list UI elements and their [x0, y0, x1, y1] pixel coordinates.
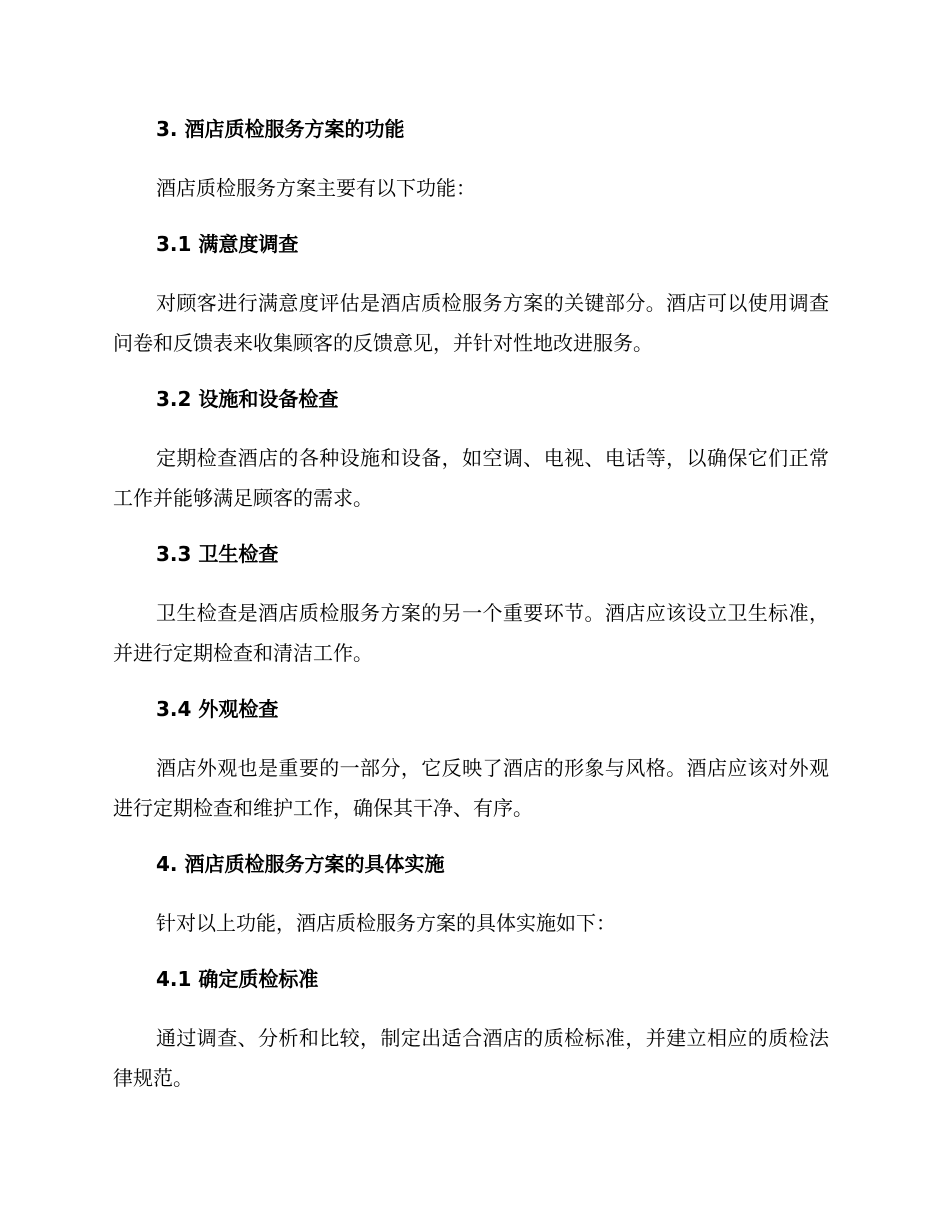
section-heading-4-1: 4.1 确定质检标准 [156, 967, 319, 991]
section-heading-3-3: 3.3 卫生检查 [156, 542, 279, 566]
paragraph-quality-standards: 通过调查、分析和比较，制定出适合酒店的质检标准，并建立相应的质检法律规范。 [113, 1026, 829, 1090]
section-heading-3-2: 3.2 设施和设备检查 [156, 387, 339, 411]
section-heading-3-1: 3.1 满意度调查 [156, 232, 299, 256]
paragraph-satisfaction-survey: 对顾客进行满意度评估是酒店质检服务方案的关键部分。酒店可以使用调查问卷和反馈表来收集顾客的反馈意见，并针对性地改进服务。 [113, 291, 829, 355]
paragraph-implementation-intro: 针对以上功能，酒店质检服务方案的具体实施如下： [156, 911, 616, 935]
paragraph-appearance-check: 酒店外观也是重要的一部分，它反映了酒店的形象与风格。酒店应该对外观进行定期检查和维护工作，确保其干净、有序。 [113, 756, 829, 820]
paragraph-facility-check: 定期检查酒店的各种设施和设备，如空调、电视、电话等，以确保它们正常工作并能够满足顾客的需求。 [113, 446, 829, 510]
section-heading-3-4: 3.4 外观检查 [156, 697, 279, 721]
document-body [113, 112, 829, 1098]
section-heading-3: 3. 酒店质检服务方案的功能 [156, 117, 405, 141]
paragraph-hygiene-check: 卫生检查是酒店质检服务方案的另一个重要环节。酒店应该设立卫生标准，并进行定期检查和清洁工作。 [113, 601, 829, 665]
paragraph-intro-functions: 酒店质检服务方案主要有以下功能： [156, 176, 476, 200]
section-heading-4: 4. 酒店质检服务方案的具体实施 [156, 852, 445, 876]
